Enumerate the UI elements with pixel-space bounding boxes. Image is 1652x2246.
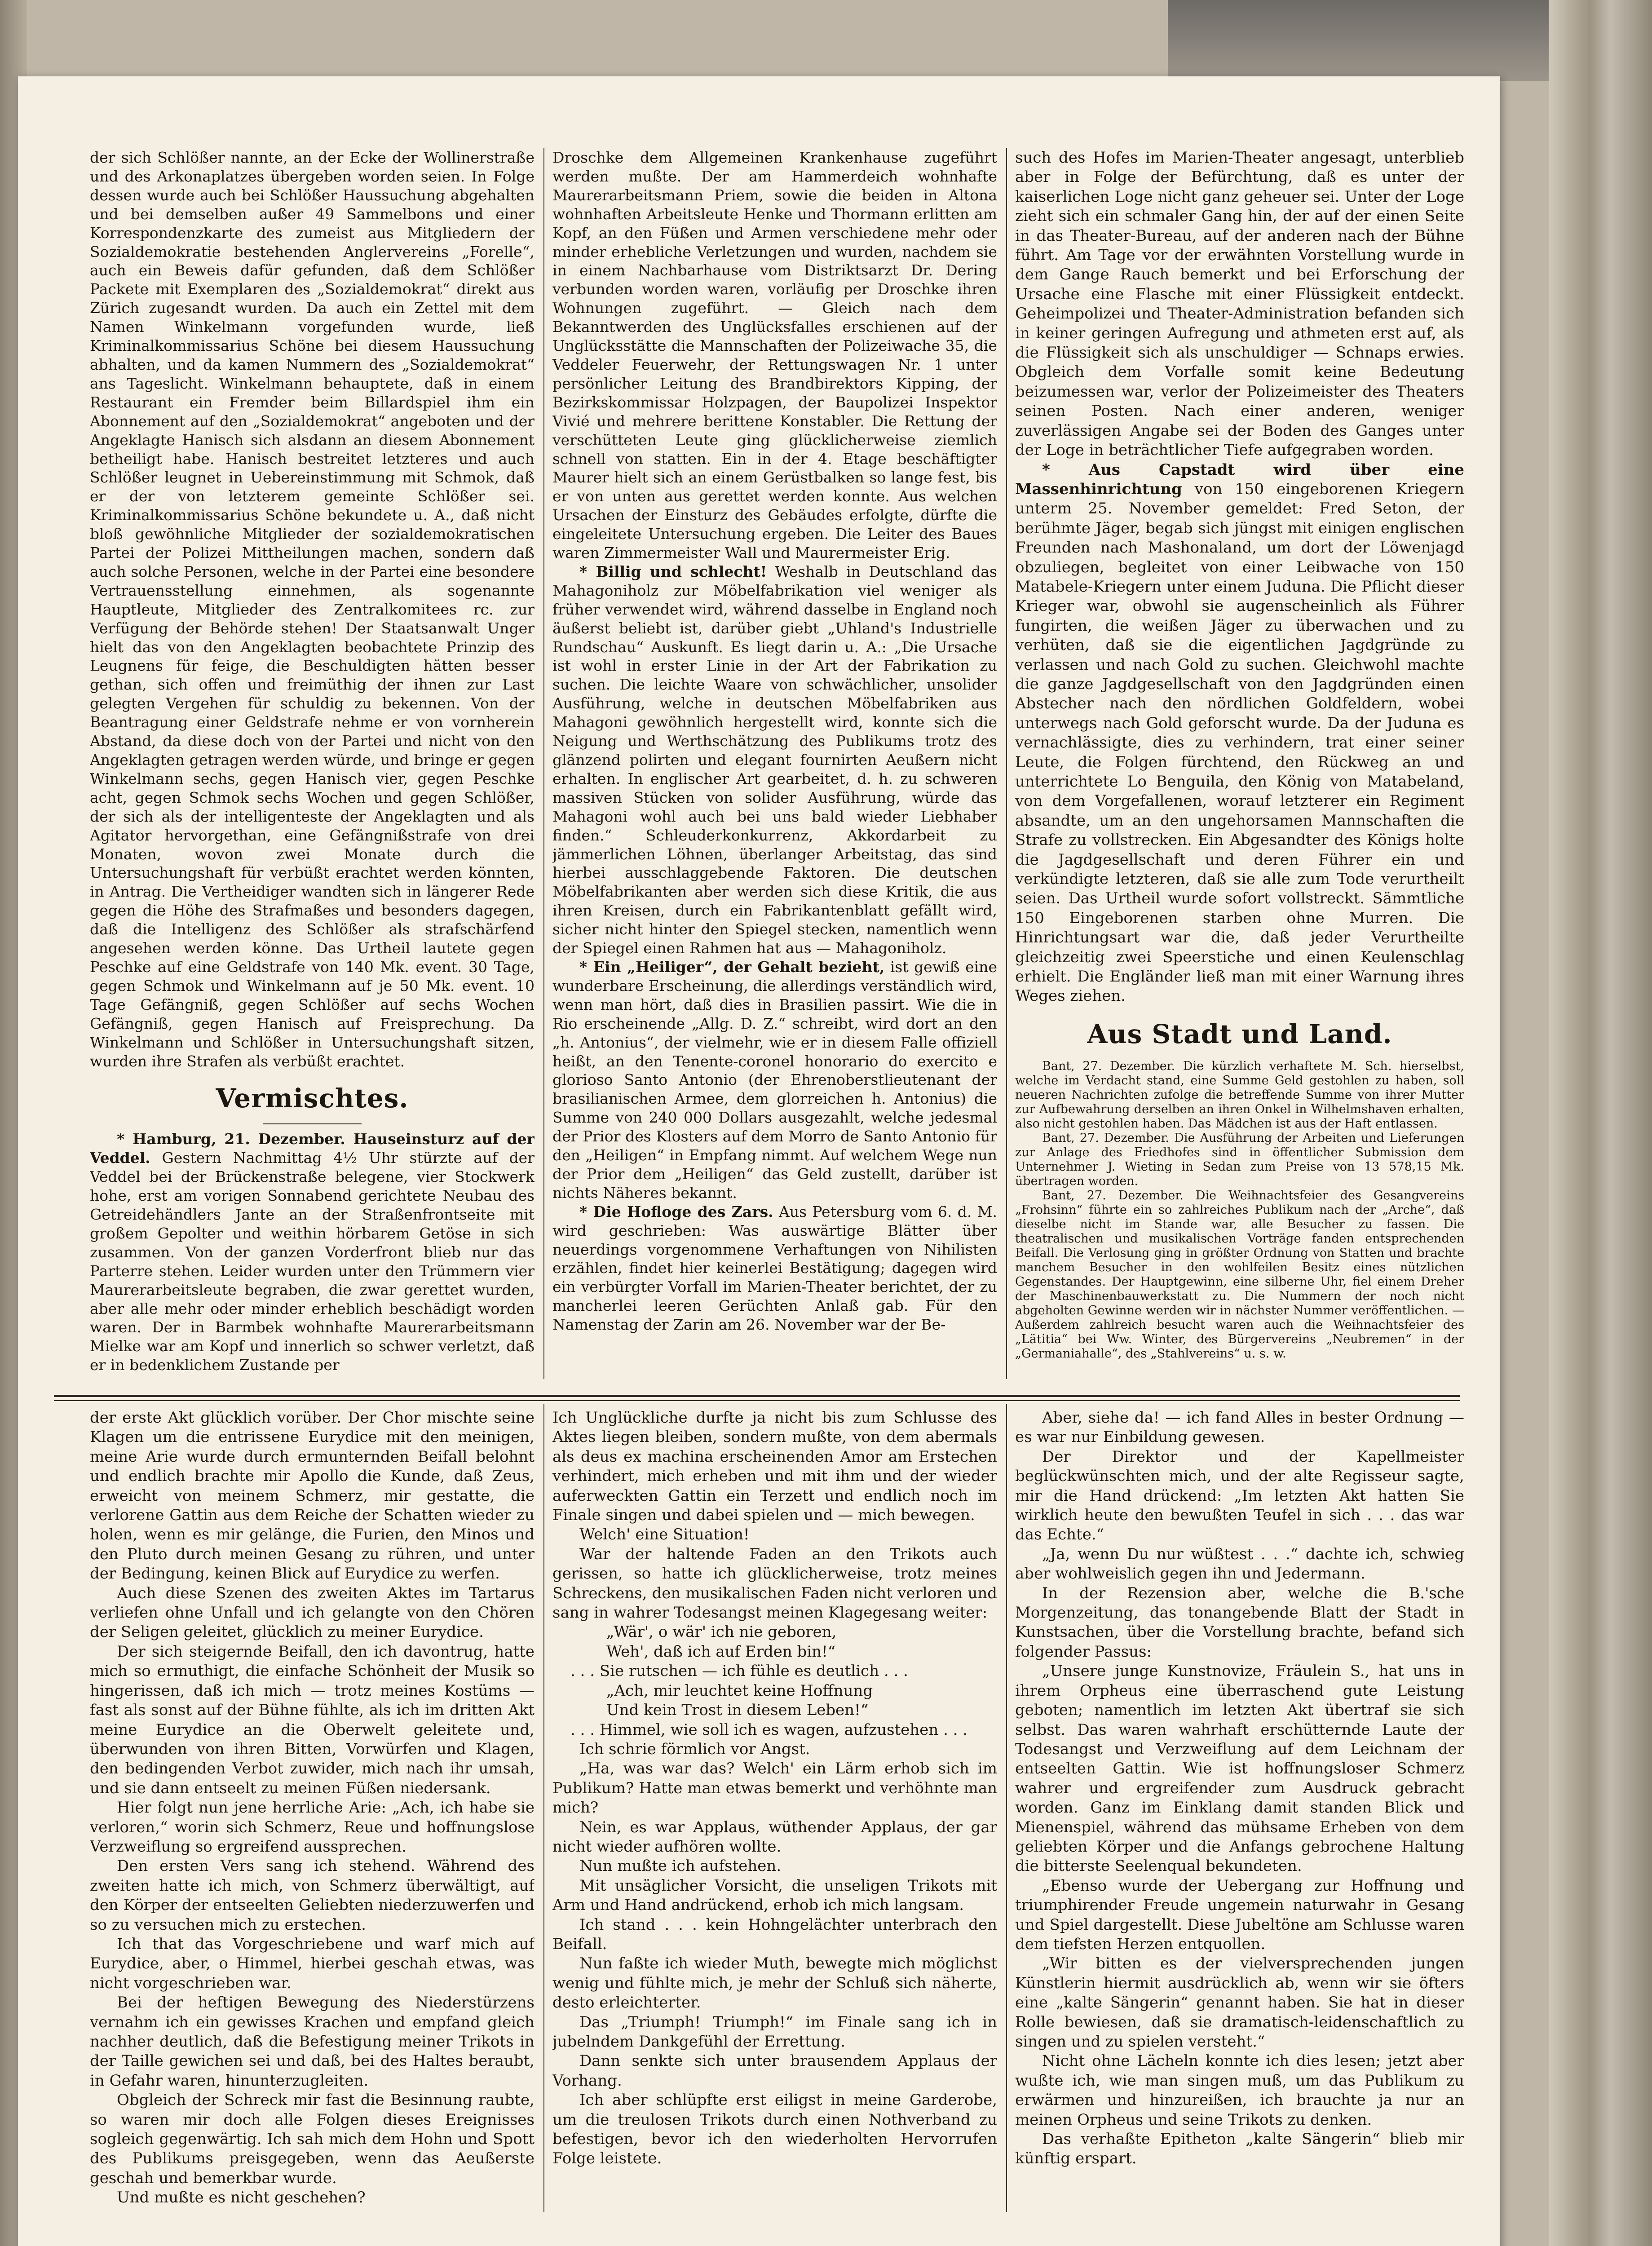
story-text: Aber, siehe da! — ich fand Alles in bester Ordnung — es war nur Einbildung gewesen. [1015,1409,1464,1446]
story-text: „Ha, was war das? Welch' ein Lärm erhob sich im Publikum? Hatte man etwas bemerkt und verhöhnte man mich? [552,1760,997,1817]
column-divider [1006,148,1007,1379]
story-text: Das verhaßte Epitheton „kalte Sängerin“ blieb mir künftig erspart. [1015,2130,1464,2168]
column-divider [543,1404,544,2212]
lower-column-3 [1015,1408,1464,2208]
feuilleton-rule [54,1395,1460,1397]
story-text: Auch diese Szenen des zweiten Aktes im Tartarus verliefen ohne Unfall und ich gelangte von den Chören der Seligen geleitet, glücklich zu meiner Eurydice. [90,1584,534,1641]
lower-column-2 [552,1408,997,2208]
verse-line: . . . Sie rutschen — ich fühle es deutlich . . . [570,1662,908,1680]
story-text: In der Rezension aber, welche die B.'sche Morgenzeitung, das tonangebende Blatt der Stadt in Kunstsachen, über die Vorstellung brachte, befand sich folgender Passus: [1015,1584,1464,1661]
story-text: Dann senkte sich unter brausendem Applaus der Vorhang. [552,2052,997,2090]
upper-column-2 [552,148,997,1375]
story-text: Ich schrie förmlich vor Angst. [579,1740,810,1758]
article-heading: * Ein „Heiliger“, der Gehalt bezieht, [579,958,885,976]
newspaper-page [18,76,1500,2246]
story-text: Ich aber schlüpfte erst eiligst in meine Garderobe, um die treulosen Trikots durch einen Nothverband zu befestigen, bevor ich den wiederholten Hervorrufen Folge leistete. [552,2091,997,2168]
story-text: Mit unsäglicher Vorsicht, die unseligen Trikots mit Arm und Hand andrückend, erhob ich mich langsam. [552,1876,997,1914]
story-text: „Ebenso wurde der Uebergang zur Hoffnung und triumphirender Freude ungemein naturwahr in Gesang und Spiel dargestellt. Diese Jubeltöne am Schlusse waren dem tiefsten Herzen entquollen. [1015,1876,1464,1953]
article-text: ist gewiß eine wunderbare Erscheinung, die allerdings verständlich wird, wenn man hört, daß dies in Brasilien passirt. Wie die in Rio erscheinende „Allg. D. Z.“ schreibt, wird dort an den „h. Antonius“, der vielmehr, wie er in diesem Falle offiziell heißt, an den Tenente-coronel honorario do exercito e glorioso Santo Antonio (der Ehrenoberstlieutenant der brasilianischen Armee, dem glorreichen h. Antonius) die Summe von 240 000 Dollars ausgezahlt, welche jedesmal der Prior des Klosters auf dem Morro de Santo Antonio für den „Heiligen“ in Empfang nimmt. Auf welchem Wege nun der Prior dem „Heiligen“ das Geld zustellt, darüber ist nichts Näheres bekannt. [552,958,997,1202]
article-heading: * Aus Capstadt wird über eine Massenhinrichtung [1015,460,1464,498]
story-text: Nun mußte ich aufstehen. [579,1857,782,1875]
verse-line: Weh', daß ich auf Erden bin!“ [606,1642,836,1661]
story-text: Der sich steigernde Beifall, den ich davontrug, hatte mich so ermuthigt, die einfache Schönheit der Musik so hingerissen, daß ich mich — trotz meines Kostüms — fast als sonst auf der Bühne fühlte, als ich im dritten Akt meine Eurydice an die Oberwelt geleitete und, überwunden von ihren Bitten, Vorwürfen und Klagen, den bedingenden Verbot zuwider, mich nach ihr umsah, und sie dann entseelt zu meinen Füßen niedersank. [90,1642,534,1797]
story-text: Der Direktor und der Kapellmeister beglückwünschten mich, und der alte Regisseur sagte, mir die Hand drückend: „Im letzten Akt hatten Sie wirklich heute den bewußten Teufel in sich . . . das war das Echte.“ [1015,1447,1464,1544]
story-text: Und mußte es nicht geschehen? [117,2189,366,2207]
article-text: Weshalb in Deutschland das Mahagoniholz zur Möbelfabrikation viel weniger als früher verwendet wird, während dasselbe in England noch äußerst beliebt ist, darüber giebt „Uhland's Industrielle Rundschau“ Auskunft. Es liegt darin u. A.: „Die Ursache ist wohl in erster Linie in der Art der Fabrikation zu suchen. Die leichte Waare von schwächlicher, unsolider Ausführung, welche in deutschen Möbelfabriken aus Mahagoni gewöhnlich hergestellt wird, konnte sich die Neigung und Werthschätzung des Publikums trotz des glänzend polirten und elegant fournirten Aeußern nicht erhalten. In englischer Art gearbeitet, d. h. zu schweren massiven Stücken von solider Ausführung, würde das Mahagoni wohl auch bei uns bald wieder Liebhaber finden.“ Schleuderkonkurrenz, Akkordarbeit zu jämmerlichen Löhnen, überlanger Arbeitstag, das sind hierbei ausschlaggebende Faktoren. Die deutschen Möbelfabrikanten aber werden sich diese Kritik, die aus ihren Kreisen, durch ein Fabrikantenblatt gefällt wird, sicher nicht hinter den Spiegel stecken, namentlich wenn der Spiegel einen Rahmen hat aus — Mahagoniholz. [552,562,997,957]
section-title-stadt-und-land: Aus Stadt und Land. [1087,1018,1392,1049]
column-divider [543,148,544,1379]
story-text: Bei der heftigen Bewegung des Niederstürzens vernahm ich ein gewisses Krachen und empfand gleich nachher deutlich, daß die Befestigung meiner Trikots in der Taille gewichen sei und daß, bei des Haltes beraubt, in Gefahr waren, hinunterzugleiten. [90,1994,534,2090]
article-heading: * Die Hofloge des Zars. [579,1203,773,1220]
story-text: Den ersten Vers sang ich stehend. Während des zweiten hatte ich mich, von Schmerz überwältigt, auf den Körper der entseelten Geliebten niederzuwerfen und so zu versuchen mich zu erstechen. [90,1857,534,1934]
upper-column-3 [1015,148,1464,1375]
article-text: Aus Petersburg vom 6. d. M. wird geschrieben: Was auswärtige Blätter über neuerdings vorgenommene Verhaftungen von Nihilisten erzählen, findet hier keinerlei Bestätigung; dagegen wird ein verbürgter Vorfall im Marien-Theater berichtet, der zu mancherlei leeren Gerüchten Anlaß gab. Für den Namenstag der Zarin am 26. November war der Be- [552,1203,997,1334]
page-stack-edge [1549,0,1652,2246]
story-text: Ich stand . . . kein Hohngelächter unterbrach den Beifall. [552,1915,997,1953]
verse-line: „Ach, mir leuchtet keine Hoffnung [606,1681,873,1700]
story-text: Das „Triumph! Triumph!“ im Finale sang ich in jubelndem Dankgefühl der Errettung. [552,2013,997,2051]
verse-line: „Wär', o wär' ich nie geboren, [606,1623,837,1641]
story-text: Ich Unglückliche durfte ja nicht bis zum Schlusse des Aktes liegen bleiben, sondern mußte, von dem abermals als deus ex machina erscheinenden Amor am Erstechen verhindert, mich erheben und mit ihm und der wieder auferweckten Gattin ein Terzett und endlich noch im Finale singen und dabei spielen und — mich bewegen. [552,1409,997,1525]
story-text: Welch' eine Situation! [579,1525,750,1544]
story-text: der erste Akt glücklich vorüber. Der Chor mischte seine Klagen um die entrissene Eurydice mit den meinigen, meine Arie wurde durch ermunternden Beifall belohnt und endlich brachte mir Apollo die Kunde, daß Zeus, erweicht von meinem Schmerz, mir gestatte, die verlorene Gattin aus dem Reiche der Schatten wieder zu holen, wenn es mir gelänge, die Furien, den Minos und den Pluto durch meinen Gesang zu rühren, und unter der Bedingung, keinen Blick auf Eurydice zu werfen. [90,1409,534,1583]
feuilleton-rule-thin [54,1400,1460,1401]
news-item: Bant, 27. Dezember. Die kürzlich verhaftete M. Sch. hierselbst, welche im Verdacht stand, eine Summe Geld gestohlen zu haben, soll neueren Nachrichten zufolge die betreffende Summe von ihrer Mutter zur Aufbewahrung derselben an ihren Onkel in Wilhelmshaven erhalten, also nicht gestohlen haben. Das Mädchen ist aus der Haft entlassen. [1015,1059,1464,1131]
story-text: Nein, es war Applaus, wüthender Applaus, der gar nicht wieder aufhören wollte. [552,1818,997,1856]
article-heading: * Billig und schlecht! [579,562,767,580]
story-text: „Wir bitten es der vielversprechenden jungen Künstlerin hiermit ausdrücklich ab, wenn wir sie öfters eine „kalte Sängerin“ genannt haben. Sie hat in dieser Rolle bewiesen, daß sie dramatisch-leidenschaftlich zu singen und zu spielen versteht.“ [1015,1954,1464,2051]
verse-line: . . . Himmel, wie soll ich es wagen, aufzustehen . . . [570,1720,968,1739]
story-text: „Unsere junge Kunstnovize, Fräulein S., hat uns in ihrem Orpheus eine überraschend gute Leistung geboten; namentlich im letzten Akt übertraf sie sich selbst. Das waren wahrhaft erschütternde Laute der Todesangst und Verzweiflung auf dem Leichnam der entseelten Gattin. Wie ist hoffnungsloser Schmerz wahrer und ergreifender zum Ausdruck gebracht worden. Ganz im Einklang damit standen Blick und Mienenspiel, während das mühsame Erheben von dem geliebten Körper und die Anfangs gebrochene Haltung die bitterste Seelenqual bekundeten. [1015,1662,1464,1875]
article-text: Gestern Nachmittag 4½ Uhr stürzte auf der Veddel bei der Brückenstraße belegene, vier Stockwerk hohe, erst am vorigen Sonnabend gerichtete Neubau des Getreidehändlers Jante an der Straßenfrontseite mit großem Gepolter und weithin hörbarem Getöse in sich zusammen. Von der ganzen Vorderfront blieb nur das Parterre stehen. Leider wurden unter den Trümmern vier Maurerarbeitsleute begraben, die zwar gerettet wurden, aber alle mehr oder minder erheblich beschädigt worden waren. Der in Barmbek wohnhafte Maurerarbeitsmann Mielke war am Kopf und innerlich so schwer verletzt, daß er in bedenklichem Zustande per [90,1149,534,1374]
article-text: such des Hofes im Marien-Theater angesagt, unterblieb aber in Folge der Befürchtung, daß es unter der kaiserlichen Loge nicht ganz geheuer sei. Unter der Loge zieht sich ein schmaler Gang hin, der auf der einen Seite in das Theater-Bureau, auf der anderen nach der Bühne führt. Am Tage vor der erwähnten Vorstellung wurde in dem Gange Rauch bemerkt und bei Erforschung der Ursache eine Flasche mit einer Flüssigkeit entdeckt. Geheimpolizei und Theater-Administration befanden sich in keiner geringen Aufregung und athmeten erst auf, als die Flüssigkeit sich als unschuldiger — Schnaps erwies. Obgleich dem Vorfalle somit keine Bedeutung beizumessen war, verlor der Polizeimeister des Theaters seinen Posten. Nach einer anderen, weniger zuverlässigen Angabe sei der Boden des Ganges unter der Loge in beträchtlicher Tiefe aufgegraben worden. [1015,149,1464,460]
upper-column-1 [90,148,534,1375]
divider [263,1123,362,1124]
story-text: „Ja, wenn Du nur wüßtest . . .“ dachte ich, schwieg aber wohlweislich gegen ihn und Jedermann. [1015,1545,1464,1583]
story-text: Nicht ohne Lächeln konnte ich dies lesen; jetzt aber wußte ich, wie man singen muß, um das Publikum zu erwärmen und hinzureißen, ich brauchte ja nur an meinen Orpheus und seine Trikots zu denken. [1015,2052,1464,2129]
section-title-vermischtes: Vermischtes. [216,1083,409,1114]
column-divider [1006,1404,1007,2212]
story-text: Obgleich der Schreck mir fast die Besinnung raubte, so waren mir doch alle Folgen dieses Ereignisses sogleich gegenwärtig. Ich sah mich dem Hohn und Spott des Publikums preisgegeben, wenn das Aeußerste geschah und bemerkbar wurde. [90,2091,534,2187]
verse-line: Und kein Trost in diesem Leben!“ [606,1701,869,1720]
article-heading: * Hamburg, 21. Dezember. Hauseinsturz auf der Veddel. [90,1130,534,1167]
lower-column-1 [90,1408,534,2208]
article-text: Droschke dem Allgemeinen Krankenhause zugeführt werden mußte. Der am Hammerdeich wohnhafte Maurerarbeitsmann Priem, sowie die beiden in Altona wohnhaften Arbeitsleute Henke und Thormann erlitten am Kopf, an den Füßen und Armen verschiedene mehr oder minder erhebliche Verletzungen und wurden, nachdem sie in einem Nachbarhause vom Distriktsarzt Dr. Dering verbunden worden waren, vorläufig per Droschke ihren Wohnungen zugeführt. — Gleich nach dem Bekanntwerden des Unglücksfalles erschienen auf der Unglücksstätte die Mannschaften der Polizeiwache 35, die Veddeler Feuerwehr, der Rettungswagen Nr. 1 unter persönlicher Leitung des Brandbirektors Kipping, der Bezirkskommissar Holzpagen, der Baupolizei Inspektor Vivié und mehrere berittene Konstabler. Die Rettung der verschütteten Leute ging glücklicherweise ziemlich schnell von statten. Ein in der 4. Etage beschäftigter Maurer hielt sich an einem Gerüstbalken so lange fest, bis er von unten aus gerettet werden konnte. Aus welchen Ursachen der Einsturz des Gebäudes erfolgte, dürfte die eingeleitete Untersuchung ergeben. Die Leiter des Baues waren Zimmermeister Wall und Maurermeister Erig. [552,149,997,562]
article-text: von 150 eingeborenen Kriegern unterm 25. November gemeldet: Fred Seton, der berühmte Jäger, begab sich jüngst mit einigen englischen Freunden nach Mashonaland, um dort der Löwenjagd obzuliegen, begleitet von einer Leibwache von 150 Matabele-Kriegern unter einem Juduna. Die Pflicht dieser Krieger war, obwohl sie augenscheinlich als Führer fungirten, die weißen Jäger zu überwachen und zu verhüten, daß sie die eigentlichen Jagdgründe zu verlassen und nach Gold zu suchen. Gleichwohl machte die ganze Jagdgesellschaft von den Jagdgründen einen Abstecher nach den nördlichen Goldfeldern, wobei unterwegs nach Gold geforscht wurde. Da der Juduna es vernachlässigte, dies zu verhindern, trat einer seiner Leute, die Folgen fürchtend, den Rückweg an und unterrichtete Lo Benguila, den König von Matabeland, von dem Vorgefallenen, worauf letzterer ein Regiment absandte, um an den ungehorsamen Mannschaften die Strafe zu vollstrecken. Ein Abgesandter des Königs holte die Jagdgesellschaft und deren Führer ein und verkündigte letzteren, daß sie alle zum Tode verurtheilt seien. Das Urtheil wurde sofort vollstreckt. Sämmtliche 150 Eingeborenen starben ohne Murren. Die Hinrichtungsart war die, daß jeder Verurtheilte gleichzeitig zwei Speerstiche und einen Keulenschlag erhielt. Die Engländer ließ man mit einer Warnung ihres Weges ziehen. [1015,480,1464,1005]
story-text: War der haltende Faden an den Trikots auch gerissen, so hatte ich glücklicherweise, trotz meines Schreckens, den musikalischen Faden nicht verloren und sang in wahrer Todesangst meinen Klagegesang weiter: [552,1545,997,1622]
news-item: Bant, 27. Dezember. Die Weihnachtsfeier des Gesangvereins „Frohsinn“ führte ein so zahlreiches Publikum nach der „Arche“, daß dieselbe nicht im Stande war, alle Besucher zu fassen. Die theatralischen und musikalischen Vorträge fanden entsprechenden Beifall. Die Verlosung ging in größter Ordnung von Statten und brachte manchem Besucher in den wohlfeilen Besitz eines nützlichen Gegenstandes. Der Hauptgewinn, eine silberne Uhr, fiel einem Dreher der Maschinenbauwerkstatt zu. Die Nummern der noch nicht abgeholten Gewinne werden wir in nächster Nummer veröffentlichen. — Außerdem zahlreich besucht waren auch die Weihnachtsfeier des „Lätitia“ bei Ww. Winter, des Bürgervereins „Neubremen“ in der „Germaniahalle“, des „Stahlvereins“ u. s. w. [1015,1188,1464,1361]
story-text: Hier folgt nun jene herrliche Arie: „Ach, ich habe sie verloren,“ worin sich Schmerz, Reue und hoffnungslose Verzweiflung so ergreifend aussprechen. [90,1799,534,1856]
article-text: der sich Schlößer nannte, an der Ecke der Wollinerstraße und des Arkonaplatzes übergeben worden seien. In Folge dessen wurde auch bei Schlößer Haussuchung abgehalten und bei demselben außer 49 Sammelbons und einer Korrespondenzkarte des zumeist aus Mitgliedern der Sozialdemokratie bestehenden Anglervereins „Forelle“, auch ein Beweis dafür gefunden, daß dem Schlößer Packete mit Exemplaren des „Sozialdemokrat“ direkt aus Zürich zugesandt wurden. Da auch ein Zettel mit dem Namen Winkelmann vorgefunden wurde, ließ Kriminalkommissarius Schöne bei diesem Haussuchung abhalten, und da kamen Nummern des „Sozialdemokrat“ ans Tageslicht. Winkelmann behauptete, daß in einem Restaurant ein Fremder beim Billardspiel ihm ein Abonnement auf den „Sozialdemokrat“ angeboten und der Angeklagte Hanisch sich alsdann an diesem Abonnement betheiligt habe. Hanisch bestreitet letzteres und auch Schlößer leugnet in Uebereinstimmung mit Schmok, daß er der von letzterem gemeinte Schlößer sei. Kriminalkommissarius Schöne bekundete u. A., daß nicht bloß gewöhnliche Mitglieder der sozialdemokratischen Partei der Polizei Mittheilungen machen, sondern daß auch solche Personen, welche in der Partei eine besondere Vertrauensstellung einnehmen, als sogenannte Hauptleute, Mitglieder des Zentralkomitees rc. zur Verfügung der Behörde stehen! Der Staatsanwalt Unger hielt das von den Angeklagten beobachtete Prinzip des Leugnens für feige, die Beschuldigten hätten besser gethan, sich offen und freimüthig der ihnen zur Last gelegten Vergehen für schuldig zu bekennen. Von der Beantragung einer Geldstrafe nehme er von vornherein Abstand, da diese doch von der Partei und nicht von den Angeklagten getragen werden würde, und bringe er gegen Winkelmann sechs, gegen Hanisch vier, gegen Peschke acht, gegen Schmok sechs Wochen und gegen Schlößer, der sich als der intelligenteste der Angeklagten und als Agitator hervorgethan, eine Gefängnißstrafe von drei Monaten, wovon zwei Monate durch die Untersuchungshaft für verbüßt erachtet werden könnten, in Antrag. Die Vertheidiger wandten sich in längerer Rede gegen die Höhe des Strafmaßes und besonders dagegen, daß die Intelligenz des Schlößer als strafschärfend angesehen werden könne. Das Urtheil lautete gegen Peschke auf eine Geldstrafe von 140 Mk. event. 30 Tage, gegen Schmok und Winkelmann auf je 50 Mk. event. 10 Tage Gefängniß, gegen Schlößer auf sechs Wochen Gefängniß, gegen Hanisch auf Freisprechung. Da Winkelmann und Schlößer in Untersuchungshaft sitzen, wurden ihre Strafen als verbüßt erachtet. [90,149,534,1070]
story-text: Nun faßte ich wieder Muth, bewegte mich möglichst wenig und fühlte mich, je mehr der Schluß sich näherte, desto erleichterter. [552,1954,997,2012]
story-text: Ich that das Vorgeschriebene und warf mich auf Eurydice, aber, o Himmel, hierbei geschah etwas, was nicht vorgeschrieben war. [90,1935,534,1992]
news-item: Bant, 27. Dezember. Die Ausführung der Arbeiten und Lieferungen zur Anlage des Friedhofes sind in öffentlicher Submission dem Unternehmer J. Wieting in Sedan zum Preise von 13 578,15 Mk. übertragen worden. [1015,1131,1464,1188]
